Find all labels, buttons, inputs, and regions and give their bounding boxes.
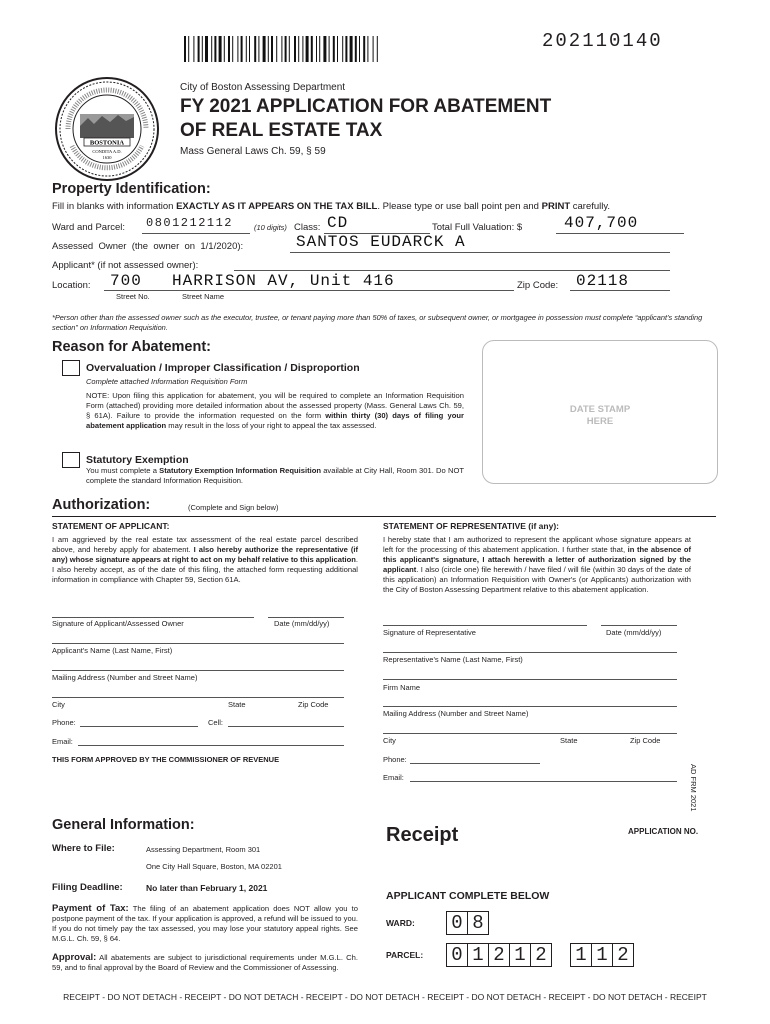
instructions-post: carefully. <box>570 201 611 212</box>
applicant-zip-field[interactable]: Zip Code <box>298 700 329 709</box>
general-info-heading: General Information: <box>52 817 195 833</box>
street-number-field[interactable]: 700 <box>110 272 142 290</box>
rep-statement <box>383 535 691 595</box>
location-label: Location: <box>52 280 91 291</box>
overvaluation-checkbox[interactable] <box>62 360 80 376</box>
payment-of-tax <box>52 904 358 944</box>
owner-field[interactable]: SANTOS EUDARCK A <box>296 233 466 251</box>
instructions-print: PRINT <box>541 201 571 212</box>
applicant-statement <box>52 535 358 585</box>
statutory-exemption-checkbox[interactable] <box>62 452 80 468</box>
exemption-text: You must complete a <box>86 466 160 475</box>
city-seal-icon <box>54 76 160 182</box>
date-stamp-line2: HERE <box>586 416 614 427</box>
approval-label: Approval: <box>52 952 97 963</box>
receipt-ward-label: WARD: <box>386 918 415 928</box>
date-stamp-line1: DATE STAMP <box>569 404 631 415</box>
receipt-footer: RECEIPT - DO NOT DETACH - RECEIPT - DO NOT DETACH - RECEIPT - DO NOT DETACH - RECEIPT - DO NOT DETACH - RECEIPT - DO NOT DETACH - RECEIPT <box>63 992 707 1002</box>
rep-phone-label: Phone: <box>383 755 407 764</box>
rep-mailing-field[interactable]: Mailing Address (Number and Street Name) <box>383 709 529 718</box>
parcel-digit-box[interactable]: 0 <box>446 943 467 967</box>
valuation-field[interactable]: 407,700 <box>564 214 639 232</box>
ward-digit-box[interactable]: 0 <box>446 911 467 935</box>
overvaluation-label: Overvaluation / Improper Classification / Disproportion <box>86 362 360 374</box>
street-name-field[interactable]: HARRISON AV, Unit 416 <box>172 272 395 290</box>
barcode <box>184 36 474 62</box>
applicant-cell-label: Cell: <box>208 718 224 727</box>
parcel-digit-box[interactable]: 1 <box>467 943 488 967</box>
payment-text: The filing of an abatement application does NOT allow you to postpone payment of the tax. If your application is approved, a refund will be issued to you. If you do not timely pay the tax assessed, you may lose your statutory appeal rights. See M.G.L. Ch. 59, § 64. <box>52 904 358 943</box>
footnote: *Person other than the assessed owner such as the executor, trustee, or tenant paying more than 50% of taxes, or subsequent owner, or mortgagee in possession must complete “applicant’s standing section” on Information Requisition. <box>52 313 703 332</box>
instructions-mid: . Please type or use ball point pen and <box>377 201 542 212</box>
zip-field[interactable]: 02118 <box>576 272 630 290</box>
applicant-statement-heading: STATEMENT OF APPLICANT: <box>52 521 170 531</box>
form-title-line1: FY 2021 APPLICATION FOR ABATEMENT <box>180 96 552 117</box>
receipt-title: Receipt <box>386 824 459 846</box>
form-side-code: AD FRM 2021 <box>689 764 698 812</box>
form-number: 202110140 <box>542 30 663 52</box>
receipt-parcel-boxes-1[interactable] <box>446 943 552 967</box>
date-stamp-label <box>482 404 718 428</box>
note-bold: within thirty (30) days of filing your abatement application <box>86 411 464 430</box>
parcel-digit-box[interactable]: 1 <box>509 943 530 967</box>
rep-state-field[interactable]: State <box>560 736 578 745</box>
overvaluation-subtext: Complete attached Information Requisition Form <box>86 377 248 386</box>
applicant-complete-label: APPLICANT COMPLETE BELOW <box>386 890 550 902</box>
exemption-post: available at City Hall, Room 301. Do NOT complete the standard Information Requisition. <box>86 466 464 485</box>
ward-digit-box[interactable]: 8 <box>467 911 489 935</box>
form-title-line2: OF REAL ESTATE TAX <box>180 120 383 141</box>
property-heading: Property Identification: <box>52 181 211 197</box>
valuation-label: Total Full Valuation: $ <box>432 222 523 233</box>
parcel-digit-box[interactable]: 2 <box>612 943 634 967</box>
ward-parcel-label: Ward and Parcel: <box>52 222 126 233</box>
approval-info <box>52 953 358 973</box>
parcel-digit-box[interactable]: 2 <box>530 943 552 967</box>
applicant-mailing-field[interactable]: Mailing Address (Number and Street Name) <box>52 673 198 682</box>
street-no-caption: Street No. <box>116 292 150 301</box>
authorization-heading: Authorization: <box>52 497 151 513</box>
reason-heading: Reason for Abatement: <box>52 339 211 355</box>
svg-text:BOSTONIA: BOSTONIA <box>89 139 125 147</box>
class-field[interactable]: CD <box>327 214 349 232</box>
rep-statement-heading: STATEMENT OF REPRESENTATIVE (if any): <box>383 521 559 531</box>
rep-statement-post: . I also (circle one) file herewith / have filed / will file (within 30 days of the date of this application) an Information Requisition with Owner's (or Applicants) authorization with the City of Boston Assessing Department relative to this abatement application. <box>383 565 691 594</box>
parcel-digit-box[interactable]: 1 <box>570 943 591 967</box>
overvaluation-note <box>86 391 464 431</box>
svg-text:1630: 1630 <box>102 155 112 160</box>
note-post: may result in the loss of your right to appeal the tax assessed. <box>166 421 377 430</box>
instructions-text: Fill in blanks with information <box>52 201 177 212</box>
receipt-parcel-boxes-2[interactable] <box>570 943 634 967</box>
street-name-caption: Street Name <box>182 292 225 301</box>
exemption-bold: Statutory Exemption Information Requisition <box>159 466 321 475</box>
class-label: Class: <box>294 222 321 233</box>
approval-text: All abatements are subject to jurisdictional requirements under M.G.L. Ch. 59, and to final approval by the Board of Review and the Commissioner of Assessing. <box>52 953 358 972</box>
ward-parcel-field[interactable]: 0801212112 <box>146 216 234 230</box>
application-no-label: APPLICATION NO. <box>628 827 699 836</box>
applicant-email-label: Email: <box>52 737 73 746</box>
applicant-statement-text: I am aggrieved by the real estate tax assessment of the real estate parcel described above, and hereby apply for abatement. <box>52 535 358 554</box>
rep-email-label: Email: <box>383 773 404 782</box>
owner-label: Assessed Owner (the owner on 1/1/2020): <box>52 241 244 252</box>
zip-label: Zip Code: <box>517 280 559 291</box>
applicant-label: Applicant* (if not assessed owner): <box>52 260 199 271</box>
note-text: NOTE: Upon filing this application for abatement, you will be required to complete an Information Requisition Form (attached) providing more detailed information about the assessed property (Mass. General Laws Ch. 59, § 61A). Failure to provide the information requested on the form <box>86 391 464 420</box>
property-instructions <box>52 201 610 212</box>
where-to-file-line1: Assessing Department, Room 301 <box>146 845 261 854</box>
rep-statement-bold: in the absence of this applicant's signature, I attach herewith a letter of authorization signed by the applicant <box>383 545 691 574</box>
rep-zip-field[interactable]: Zip Code <box>630 736 661 745</box>
rep-name-field[interactable]: Representative's Name (Last Name, First) <box>383 655 523 664</box>
where-to-file-label: Where to File: <box>52 843 115 854</box>
approved-notice: THIS FORM APPROVED BY THE COMMISSIONER OF REVENUE <box>52 755 280 764</box>
applicant-state-field[interactable]: State <box>228 700 246 709</box>
department-name: City of Boston Assessing Department <box>180 82 346 93</box>
applicant-statement-bold: I also hereby authorize the representative (if any) whose signature appears at right to act on my behalf relative to this application <box>52 545 358 564</box>
applicant-signature-field[interactable]: Signature of Applicant/Assessed Owner <box>52 619 184 628</box>
digits-note: (10 digits) <box>254 223 287 232</box>
law-reference: Mass General Laws Ch. 59, § 59 <box>180 146 326 157</box>
instructions-bold: EXACTLY AS IT APPEARS ON THE TAX BILL <box>176 201 378 212</box>
statutory-exemption-label: Statutory Exemption <box>86 454 189 466</box>
filing-deadline-value: No later than February 1, 2021 <box>146 883 268 893</box>
receipt-parcel-label: PARCEL: <box>386 950 424 960</box>
applicant-statement-post: . I also hereby accept, as of the date of this filing, the attached form requesting additional information in compliance with Chapter 59, Section 61A. <box>52 555 358 584</box>
rep-firm-field[interactable]: Firm Name <box>383 683 421 692</box>
payment-label: Payment of Tax: <box>52 903 129 914</box>
applicant-phone-label: Phone: <box>52 718 76 727</box>
statutory-exemption-note <box>86 466 464 486</box>
applicant-name-field[interactable]: Applicant's Name (Last Name, First) <box>52 646 173 655</box>
receipt-ward-boxes[interactable] <box>446 911 489 935</box>
where-to-file-line2: One City Hall Square, Boston, MA 02201 <box>146 862 282 871</box>
rep-statement-text: I hereby state that I am authorized to represent the applicant whose signature appears at left for the processing of this abatement application. I further state that, <box>383 535 691 554</box>
authorization-subheading: (Complete and Sign below) <box>188 503 279 512</box>
applicant-date-field[interactable]: Date (mm/dd/yy) <box>274 619 330 628</box>
rep-city-field[interactable]: City <box>383 736 396 745</box>
rep-date-field[interactable]: Date (mm/dd/yy) <box>606 628 662 637</box>
svg-text:CONDITA A.D.: CONDITA A.D. <box>92 149 122 154</box>
rep-signature-field[interactable]: Signature of Representative <box>383 628 476 637</box>
parcel-digit-box[interactable]: 2 <box>488 943 509 967</box>
filing-deadline-label: Filing Deadline: <box>52 882 123 893</box>
parcel-digit-box[interactable]: 1 <box>591 943 612 967</box>
applicant-city-field[interactable]: City <box>52 700 65 709</box>
